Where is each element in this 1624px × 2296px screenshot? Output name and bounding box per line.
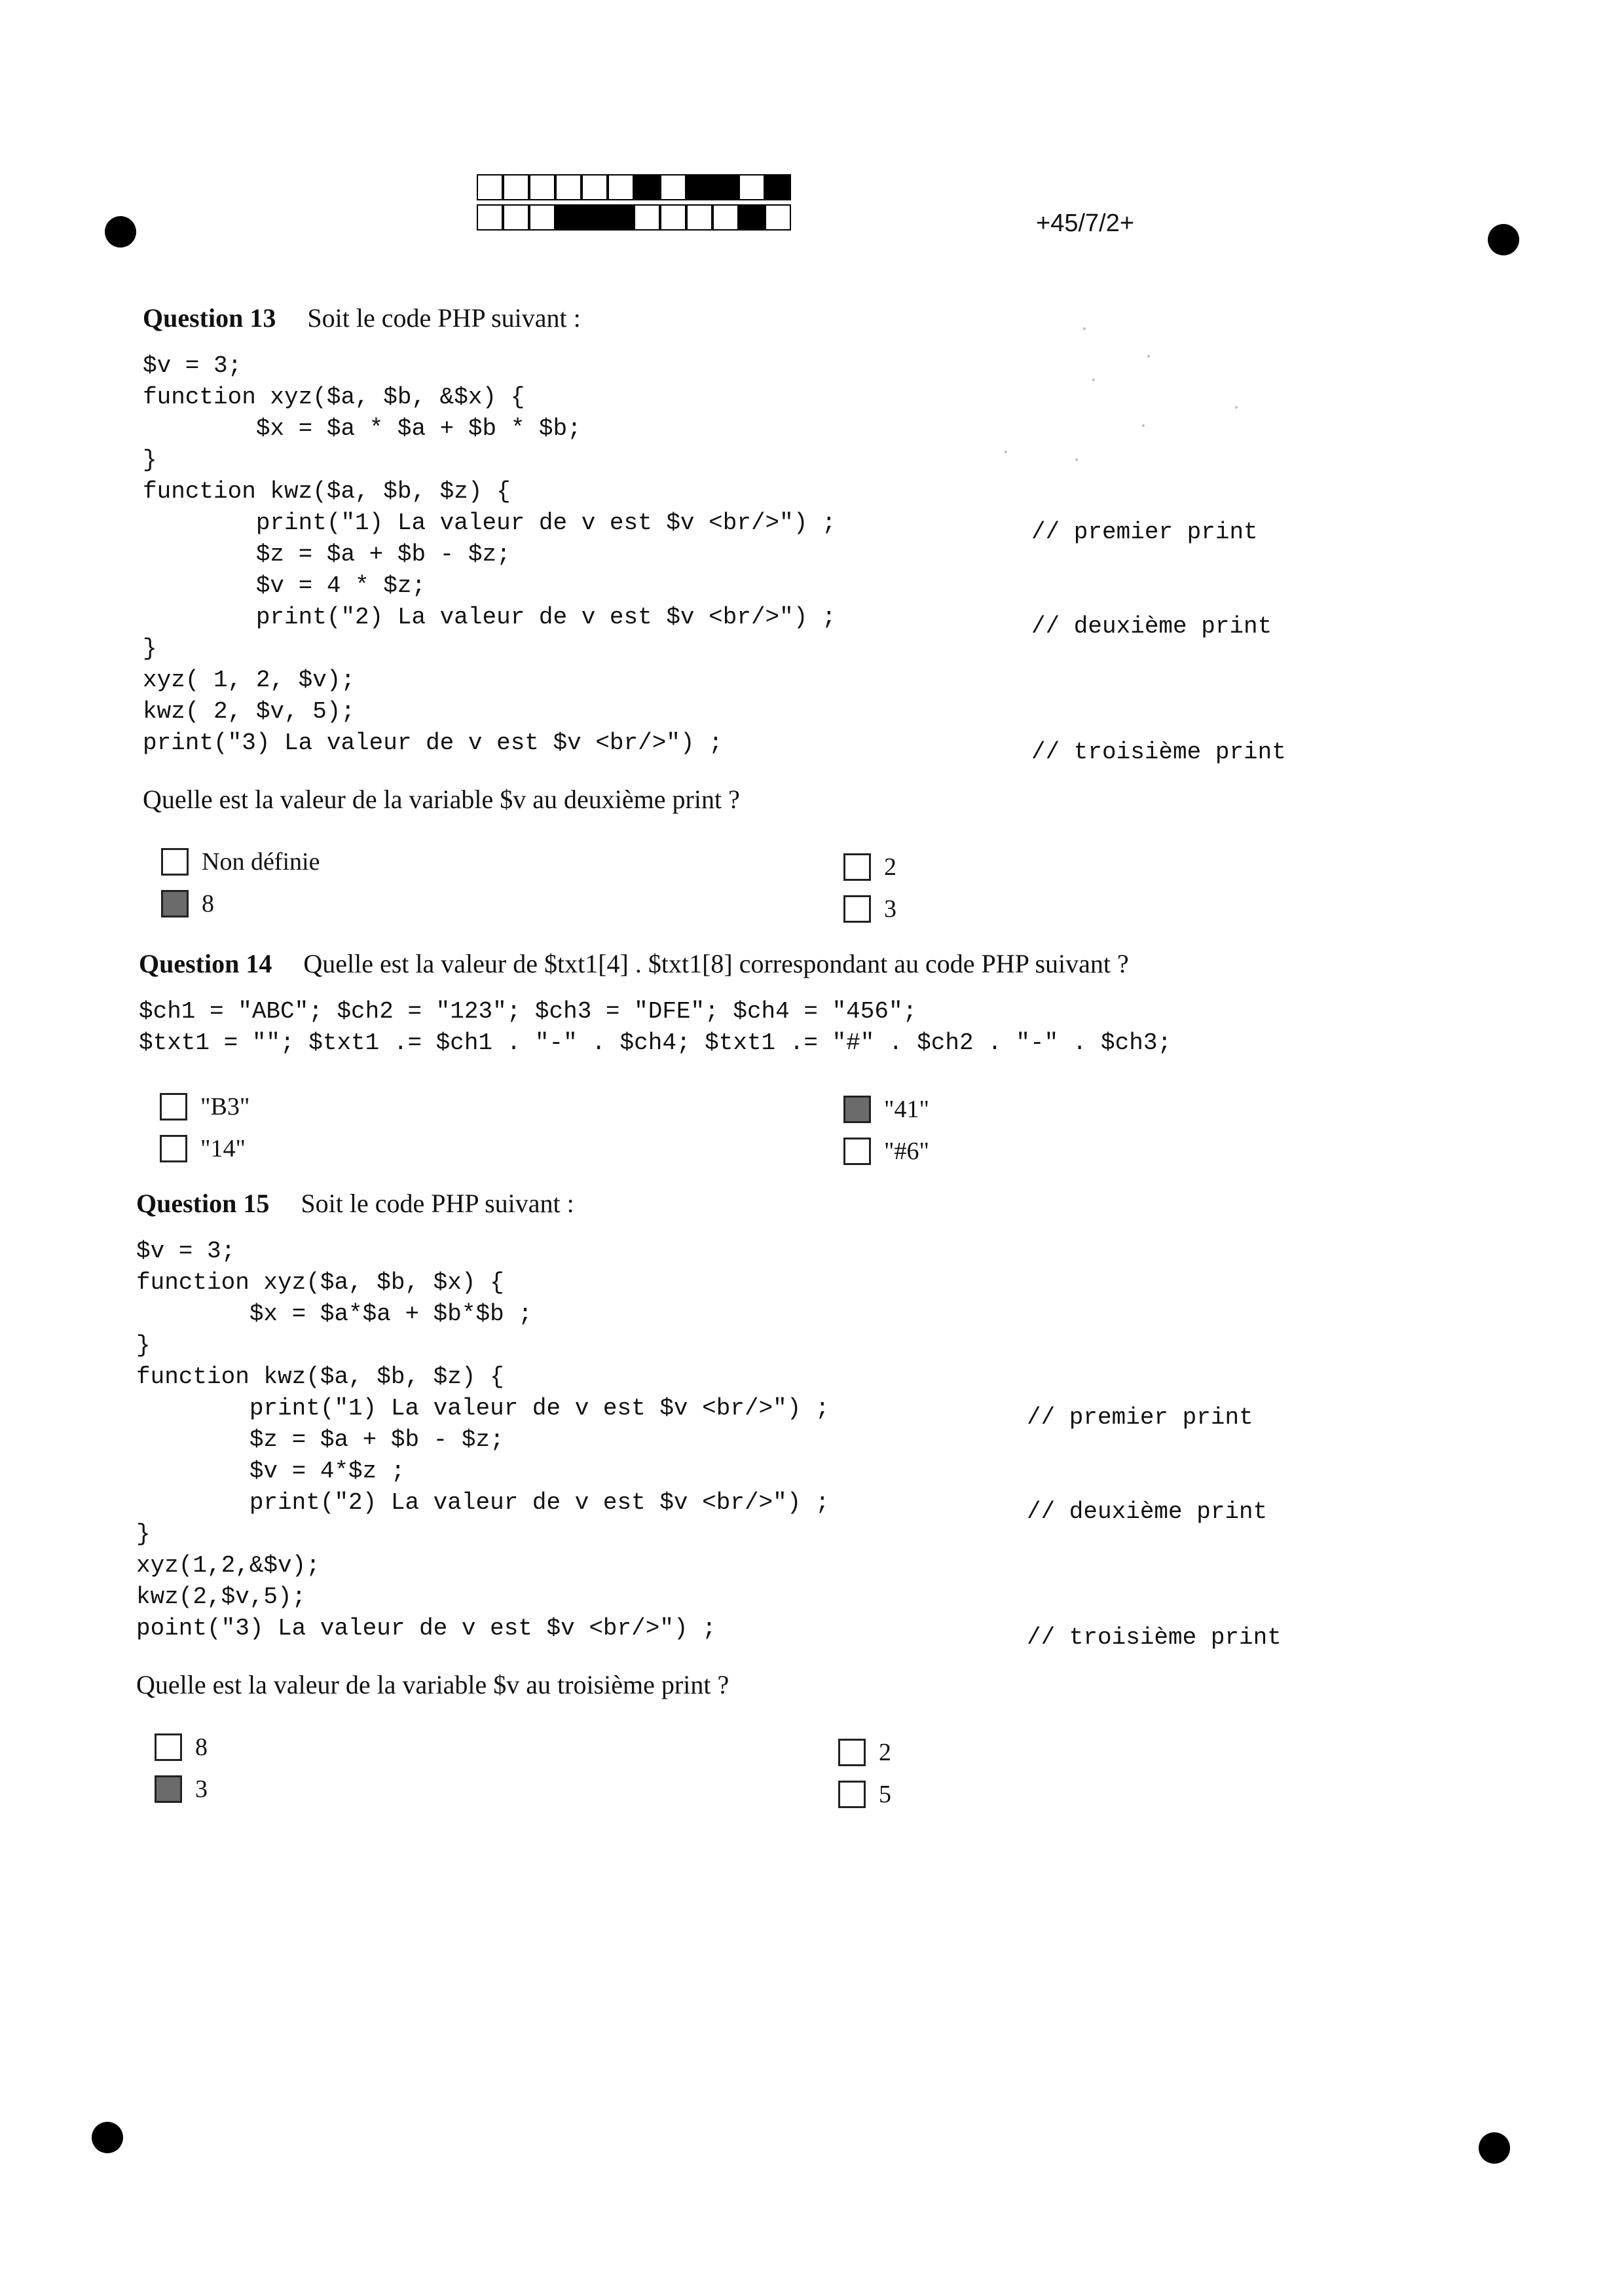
answer-checkbox[interactable]: [160, 1135, 187, 1162]
code-line: }: [143, 635, 157, 662]
id-code-cell: [503, 174, 529, 200]
code-line: $x = $a*$a + $b*$b ;: [136, 1301, 532, 1327]
answer-label: 2: [879, 1739, 891, 1766]
code-comment: // premier print: [1027, 1404, 1253, 1431]
code-line: function xyz($a, $b, &$x) {: [143, 384, 525, 411]
answer-label: 5: [879, 1781, 891, 1808]
question-label: Question 13: [143, 303, 276, 333]
question-14: [139, 948, 1172, 1059]
scan-speck: [1147, 355, 1150, 358]
question-13: [143, 303, 836, 815]
id-code-cell: [529, 174, 555, 200]
answer-label: 3: [195, 1775, 208, 1803]
question-header: [136, 1188, 830, 1219]
id-code-cell: [712, 174, 739, 200]
id-code-row: [477, 204, 791, 231]
answer-checkbox[interactable]: [843, 1096, 871, 1123]
id-code-cell: [686, 204, 712, 231]
question-text: Quelle est la valeur de $txt1[4] . $txt1[8] correspondant au code PHP suivant ?: [303, 949, 1129, 978]
code-line: xyz(1,2,&$v);: [136, 1552, 320, 1579]
code-comment: // troisième print: [1031, 739, 1286, 766]
answer-option[interactable]: [155, 1733, 208, 1762]
id-code-cell: [712, 204, 739, 231]
code-line: $z = $a + $b - $z;: [136, 1426, 504, 1453]
question-label: Question 15: [136, 1189, 270, 1218]
id-code-cell: [581, 204, 608, 231]
answer-option[interactable]: [160, 1134, 246, 1163]
code-line: function kwz($a, $b, $z) {: [136, 1363, 504, 1390]
id-code-cell: [608, 174, 634, 200]
id-code-row: [477, 174, 791, 200]
answer-checkbox[interactable]: [843, 853, 871, 881]
question-15: [136, 1188, 830, 1700]
scan-speck: [1075, 458, 1078, 461]
answer-option[interactable]: [160, 1092, 249, 1121]
id-code-cell: [765, 204, 791, 231]
code-line: }: [136, 1521, 151, 1547]
id-code-cell: [581, 174, 608, 200]
answer-option[interactable]: [161, 889, 214, 918]
code-line: xyz( 1, 2, $v);: [143, 667, 356, 694]
answer-label: 3: [884, 895, 896, 923]
id-code-cell: [739, 204, 765, 231]
id-code-cell: [660, 174, 686, 200]
id-code-cell: [765, 174, 791, 200]
id-code-cell: [529, 204, 555, 231]
id-code-cell: [503, 204, 529, 231]
code-line: $txt1 = ""; $txt1 .= $ch1 . "-" . $ch4; $txt1 .= "#" . $ch2 . "-" . $ch3;: [139, 1029, 1172, 1056]
question-label: Question 14: [139, 949, 272, 978]
registration-mark-bottom-right: [1479, 2132, 1510, 2164]
question-text: Soit le code PHP suivant :: [307, 303, 581, 333]
code-line: $x = $a * $a + $b * $b;: [143, 415, 581, 442]
code-line: $v = 4*$z ;: [136, 1458, 405, 1485]
code-line: function xyz($a, $b, $x) {: [136, 1269, 504, 1296]
question-prompt: Quelle est la valeur de la variable $v au deuxième print ?: [143, 785, 740, 814]
registration-mark-top-right: [1488, 224, 1519, 255]
answer-checkbox[interactable]: [838, 1739, 866, 1766]
answer-checkbox[interactable]: [838, 1781, 866, 1808]
question-header: [139, 948, 1172, 979]
question-header: [143, 303, 836, 333]
code-line: function kwz($a, $b, $z) {: [143, 478, 511, 505]
code-line: kwz( 2, $v, 5);: [143, 698, 356, 725]
id-code-cell: [555, 204, 581, 231]
answer-option[interactable]: [161, 847, 320, 876]
id-code-cell: [477, 204, 503, 231]
question-text: Soit le code PHP suivant :: [301, 1189, 574, 1218]
answer-label: "B3": [200, 1093, 250, 1120]
id-code-cell: [608, 204, 634, 231]
id-code-cell: [634, 174, 660, 200]
answer-checkbox[interactable]: [155, 1733, 182, 1761]
code-line: print("3) La valeur de v est $v <br/>") ;: [143, 730, 723, 756]
code-block: [136, 1236, 830, 1644]
answer-label: Non définie: [202, 848, 320, 876]
answer-option[interactable]: [843, 895, 896, 923]
code-comment: // deuxième print: [1027, 1498, 1268, 1525]
code-comment: // troisième print: [1027, 1624, 1282, 1651]
answer-checkbox[interactable]: [161, 890, 189, 917]
answer-checkbox[interactable]: [160, 1093, 187, 1120]
id-code-cell: [634, 204, 660, 231]
answer-label: 2: [884, 853, 896, 881]
code-line: $ch1 = "ABC"; $ch2 = "123"; $ch3 = "DFE"; $ch4 = "456";: [139, 998, 917, 1025]
code-line: kwz(2,$v,5);: [136, 1583, 306, 1610]
code-line: point("3) La valeur de v est $v <br/>") ;: [136, 1615, 716, 1642]
id-code-cell: [739, 174, 765, 200]
scan-speck: [1142, 424, 1145, 427]
code-line: $v = 3;: [143, 352, 242, 379]
id-code-cell: [477, 174, 503, 200]
scan-speck: [1005, 451, 1007, 453]
code-line: $z = $a + $b - $z;: [143, 541, 511, 568]
id-code-grid: [477, 174, 791, 234]
registration-mark-bottom-left: [92, 2122, 123, 2153]
answer-option[interactable]: [843, 853, 896, 881]
answer-label: "14": [200, 1135, 246, 1162]
code-line: }: [136, 1332, 151, 1359]
registration-mark-top-left: [105, 216, 136, 248]
answer-option[interactable]: [838, 1780, 891, 1809]
answer-checkbox[interactable]: [843, 895, 871, 923]
answer-option[interactable]: [843, 1137, 929, 1166]
code-block: [143, 350, 836, 759]
code-line: }: [143, 447, 157, 473]
code-line: print("2) La valeur de v est $v <br/>") ;: [136, 1489, 830, 1516]
answer-option[interactable]: [155, 1775, 208, 1804]
answer-label: 8: [195, 1733, 208, 1761]
page-reference: +45/7/2+: [1036, 210, 1135, 237]
scan-speck: [1083, 327, 1086, 330]
code-comment: // deuxième print: [1031, 613, 1272, 640]
answer-label: "#6": [884, 1138, 930, 1165]
code-line: print("1) La valeur de v est $v <br/>") ;: [136, 1395, 830, 1422]
code-line: print("1) La valeur de v est $v <br/>") ;: [143, 509, 836, 536]
code-comment: // premier print: [1031, 519, 1258, 546]
id-code-cell: [555, 174, 581, 200]
answer-checkbox[interactable]: [155, 1775, 182, 1803]
answer-checkbox[interactable]: [161, 848, 189, 876]
scan-speck: [1092, 379, 1095, 381]
code-block: [139, 996, 1172, 1059]
question-prompt: Quelle est la valeur de la variable $v au troisième print ?: [136, 1670, 729, 1699]
id-code-cell: [660, 204, 686, 231]
code-line: print("2) La valeur de v est $v <br/>") ;: [143, 604, 836, 631]
code-line: $v = 3;: [136, 1238, 236, 1265]
answer-option[interactable]: [838, 1738, 891, 1767]
answer-option[interactable]: [843, 1095, 929, 1124]
answer-label: 8: [202, 890, 214, 917]
id-code-cell: [686, 174, 712, 200]
answer-label: "41": [884, 1096, 930, 1123]
answer-checkbox[interactable]: [843, 1138, 871, 1165]
scan-speck: [1235, 406, 1238, 409]
code-line: $v = 4 * $z;: [143, 572, 426, 599]
